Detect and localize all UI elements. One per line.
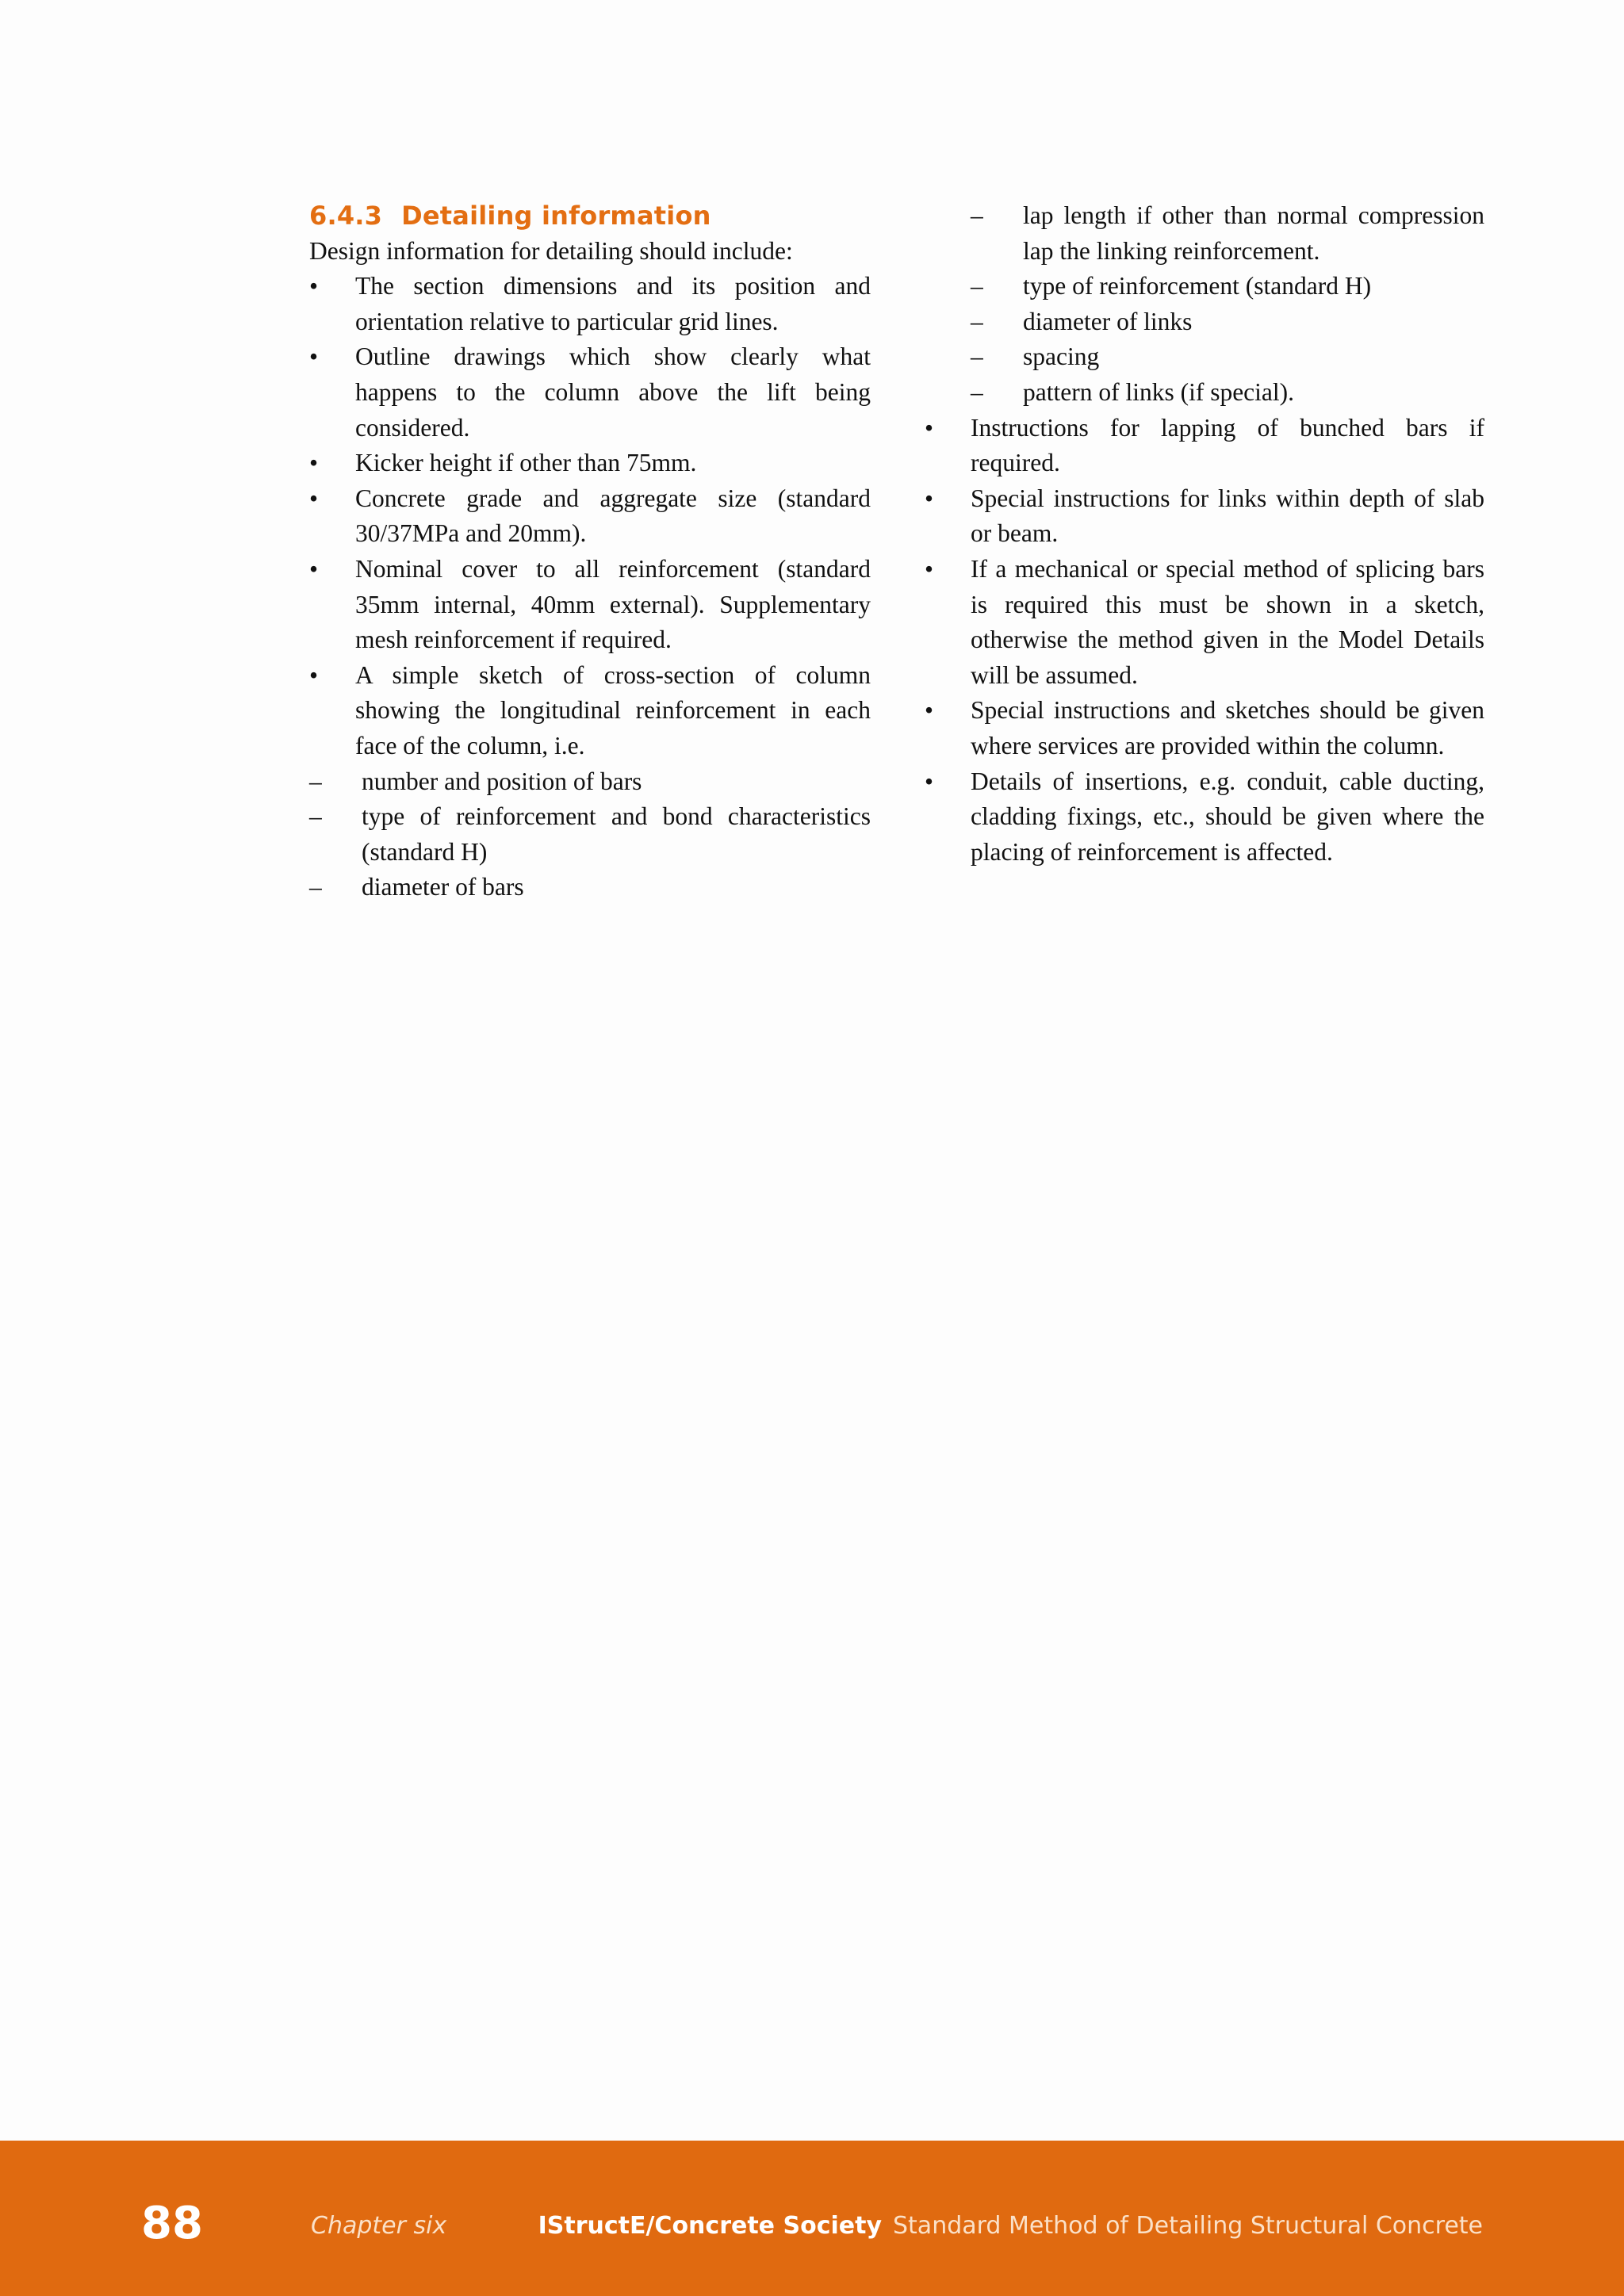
- list-item: • Special instructions and sketches should be given where services are provided within the column.: [925, 693, 1484, 763]
- bullet-mark: •: [925, 484, 934, 512]
- sub-list-item: – pattern of links (if special).: [971, 375, 1484, 411]
- bullet-mark: •: [309, 660, 319, 689]
- chapter-label: Chapter six: [311, 2212, 447, 2240]
- left-dash-list: [309, 764, 871, 905]
- bullet-mark: •: [925, 767, 934, 795]
- page-footer: [0, 2141, 1624, 2296]
- sub-list-item: – number and position of bars: [309, 764, 871, 800]
- list-item: • If a mechanical or special method of splicing bars is required this must be shown in a sketch, otherwise the method given in the Model Details will be assumed.: [925, 552, 1484, 693]
- sub-list-item: – type of reinforcement (standard H): [971, 269, 1484, 304]
- section-title: Detailing information: [401, 201, 711, 231]
- dash-mark: –: [971, 307, 983, 335]
- section-heading: [309, 198, 871, 234]
- list-item: • Kicker height if other than 75mm.: [309, 446, 871, 481]
- bullet-mark: •: [309, 272, 319, 300]
- bullet-mark: •: [309, 449, 319, 477]
- right-bullet-list: [925, 411, 1484, 871]
- bullet-mark: •: [309, 484, 319, 512]
- list-item: • The section dimensions and its position and orientation relative to particular grid lines.: [309, 269, 871, 339]
- sub-list-item: – diameter of links: [971, 304, 1484, 340]
- page-number: 88: [141, 2198, 203, 2249]
- bullet-mark: •: [925, 696, 934, 725]
- publication-line: [538, 2210, 1483, 2242]
- section-number: 6.4.3: [309, 201, 383, 231]
- list-item: • Outline drawings which show clearly what happens to the column above the lift being considered.: [309, 339, 871, 446]
- list-item: • Nominal cover to all reinforcement (standard 35mm internal, 40mm external). Supplementary mesh reinforcement if required.: [309, 552, 871, 658]
- list-item: • Instructions for lapping of bunched bars if required.: [925, 411, 1484, 481]
- intro-text: Design information for detailing should include:: [309, 236, 793, 265]
- sub-list-item: – type of reinforcement and bond characteristics (standard H): [309, 799, 871, 870]
- book-title: Standard Method of Detailing Structural Concrete: [893, 2212, 1483, 2240]
- dash-mark: –: [971, 342, 983, 371]
- dash-mark: –: [971, 201, 983, 229]
- sub-list-item: – diameter of bars: [309, 870, 871, 905]
- right-dash-list: [971, 198, 1484, 411]
- dash-mark: –: [971, 272, 983, 300]
- dash-mark: –: [971, 377, 983, 406]
- dash-mark: –: [309, 767, 322, 795]
- list-item: • Special instructions for links within depth of slab or beam.: [925, 481, 1484, 552]
- sub-list-item: – spacing: [971, 339, 1484, 375]
- publisher-name: IStructE/Concrete Society: [538, 2212, 882, 2240]
- list-item: • Details of insertions, e.g. conduit, cable ducting, cladding fixings, etc., should be given where the placing of reinforcement is affected.: [925, 764, 1484, 871]
- left-bullet-list: [309, 269, 871, 763]
- list-item: • Concrete grade and aggregate size (standard 30/37MPa and 20mm).: [309, 481, 871, 552]
- bullet-mark: •: [925, 413, 934, 442]
- dash-mark: –: [309, 873, 322, 901]
- bullet-mark: •: [925, 554, 934, 583]
- left-column: [309, 198, 871, 905]
- bullet-mark: •: [309, 342, 319, 371]
- list-item: • A simple sketch of cross-section of column showing the longitudinal reinforcement in each face of the column, i.e.: [309, 658, 871, 764]
- bullet-mark: •: [309, 554, 319, 583]
- dash-mark: –: [309, 802, 322, 831]
- right-column: [925, 198, 1484, 870]
- sub-list-item: – lap length if other than normal compression lap the linking reinforcement.: [971, 198, 1484, 269]
